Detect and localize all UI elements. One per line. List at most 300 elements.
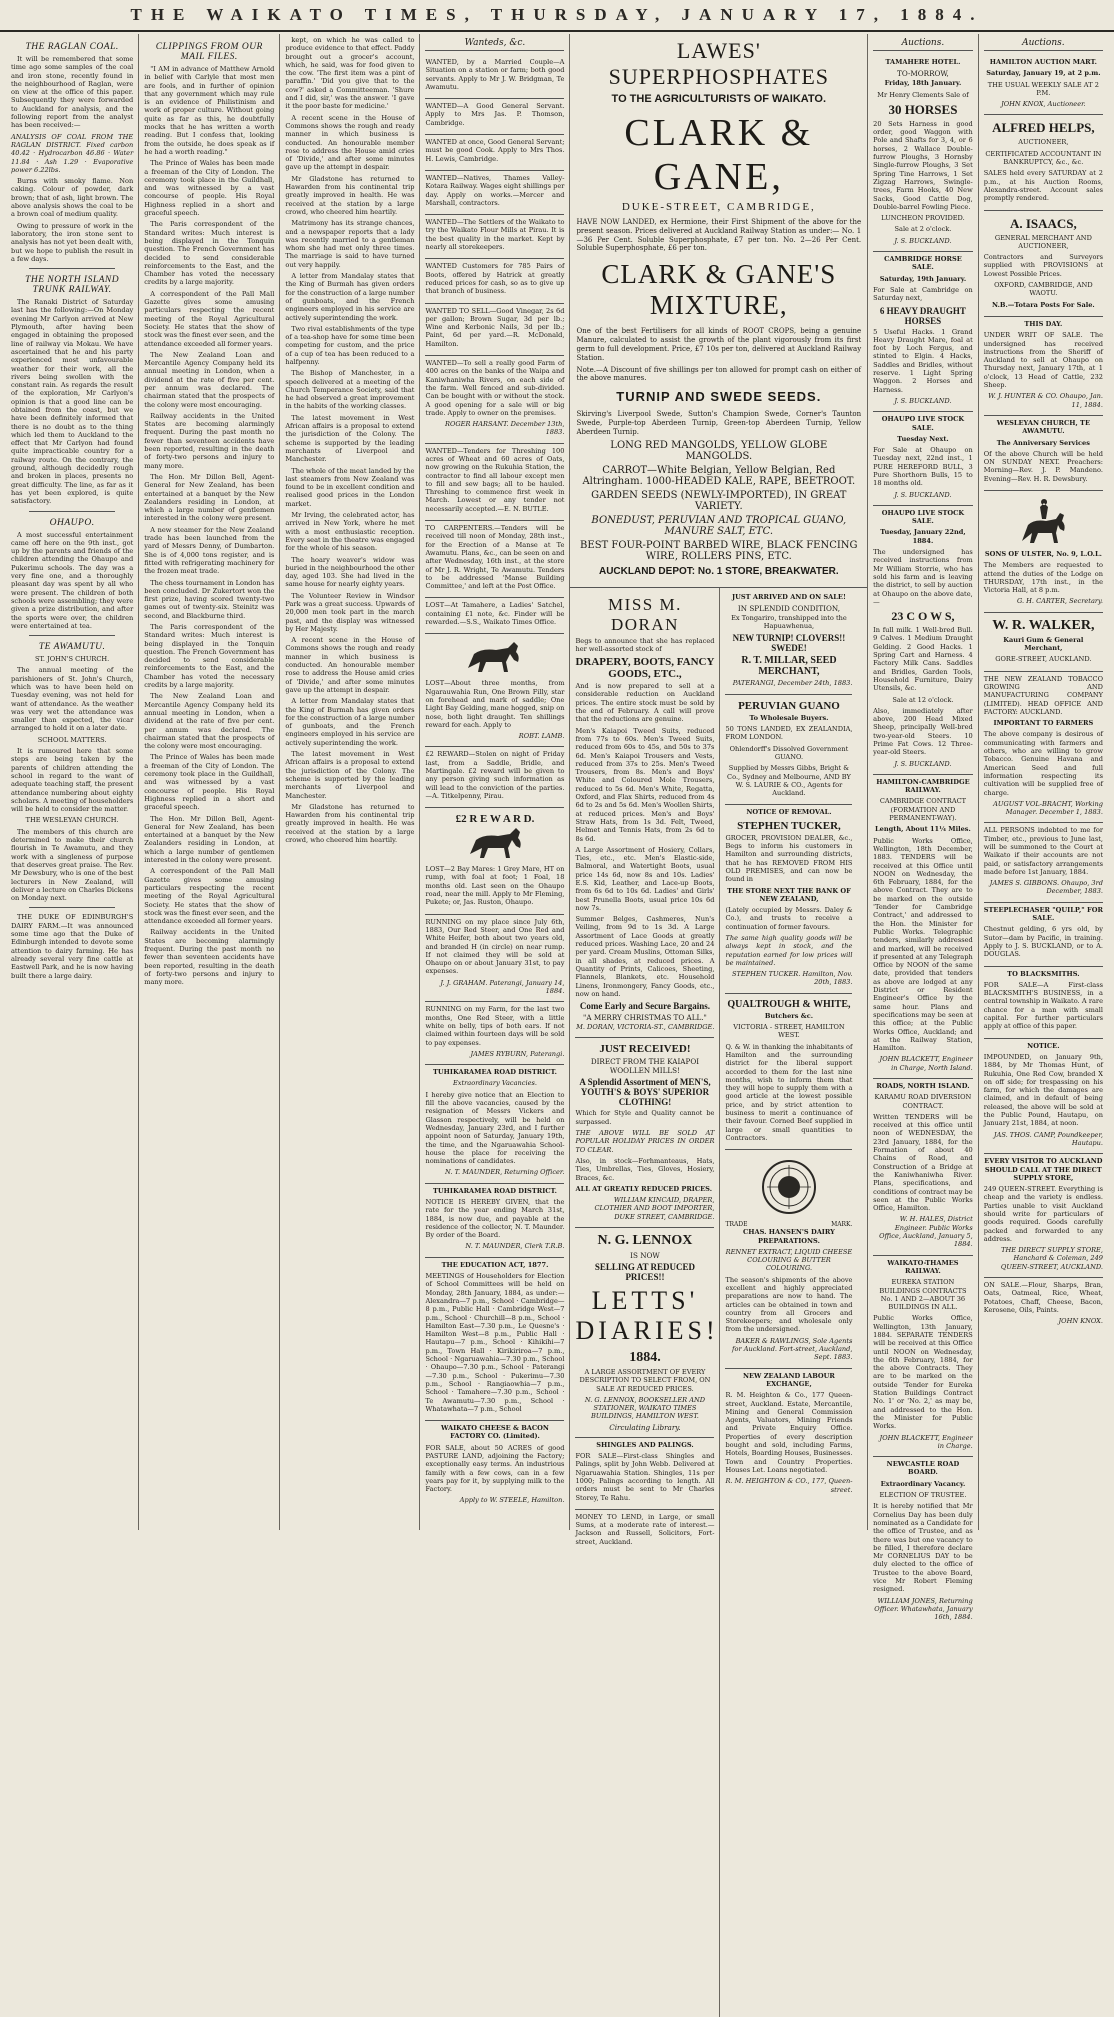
article-paragraph: A letter from Mandalay states that the King of Burmah has given orders for the construction of a large number of gunboats, and the French engineers employed in his service are actively superintending the work. bbox=[285, 697, 415, 747]
ad-text: And is now prepared to sell at a considerable reduction on Auckland prices. The entire stock must be sold by the end of February. A call will prove that the reductions are genuine. bbox=[575, 682, 715, 724]
labour-exchange-ad bbox=[725, 1369, 852, 1500]
article-paragraph: A correspondent of the Pall Mall Gazette gives some amusing particulars respecting the recent meeting of the Royal Agricultural Society. He states that the show of stock was the finest ever seen, and the attendance exceeded all former years. bbox=[144, 289, 275, 348]
divider bbox=[29, 511, 115, 512]
superphosphates-banner-ad bbox=[570, 34, 867, 588]
ad-text: FOR SALE—A First-class BLACKSMITH'S BUSINESS, in a central township in Waikato. A rare chance for a man with small capital. For further particulars apply at office of this paper. bbox=[983, 980, 1103, 1031]
qualtrough-butchers-ad bbox=[725, 994, 852, 1150]
banner-address: DUKE-STREET, CAMBRIDGE, bbox=[621, 201, 816, 213]
ad-text: SALES held every SATURDAY at 2 p.m., at his Auction Rooms, Alexandra-street. Account sales promptly rendered. bbox=[983, 169, 1103, 203]
article-paragraph: The Paris correspondent of the Standard writes: Much interest is being displayed in the Tonquin question. The French Government has decided to send considerable reinforcements to the East, and the Chamber has voted the necessary credits by a large majority. bbox=[144, 623, 275, 690]
column-news-3 bbox=[280, 34, 420, 1530]
ad-text: A Large Assortment of Hosiery, Collars, Ties, etc., etc. Men's Elastic-side, Balmoral, and Watertight Boots, usual price 14s 6d, now 8s and 10s. Ladies' E.S. Kid, Leather, and Lace-up Boots, from 6s 6d to 10s 6d. Ladies' and Girls' best Prunella Boots, usual price 10s 6d now 7s. bbox=[575, 845, 715, 912]
ad-text: FOR SALE, about 50 ACRES of good PASTURE LAND, adjoining the Factory; exceptionally easy terms. An industrious family with a few cows, can in a few years pay for it, by supplying milk to the Factory. bbox=[425, 1443, 565, 1494]
ad-text: WANTED—Natives, Thames Valley-Kotara Railway. Wages eight shillings per day. Apply on works.—Mercer and Marshall, contractors. bbox=[425, 173, 565, 207]
column-notices-left bbox=[570, 588, 720, 2017]
banner-firm-name: CLARK & GANE, bbox=[624, 112, 814, 198]
lodge-notice bbox=[984, 491, 1103, 613]
ad-text: A LARGE ASSORTMENT OF EVERY DESCRIPTION TO SELECT FROM, ON SALE AT REDUCED PRICES. bbox=[579, 1368, 711, 1393]
ad-line: TO-MORROW, bbox=[897, 69, 949, 79]
article-paragraph: The latest movement in West African affairs is a proposal to extend the jurisdiction of the Colony. The scheme is supported by the leading merchants of Liverpool and Manchester. bbox=[285, 413, 415, 464]
ad-text: Written TENDERS will be received at this office until noon of WEDNESDAY, the 23rd January, 1884, for the Formation of about 40 Chains of Road, and Construction of a Bridge at the Kaniwhaniwha River. Plans, specifications, and conditions of contract may be seen at the Public Works Office, Hamilton. bbox=[873, 1112, 973, 1213]
ad-heading: SONS OF ULSTER, No. 9, L.O.L. bbox=[984, 549, 1102, 558]
ad-heading: ROADS, NORTH ISLAND. bbox=[876, 1081, 970, 1090]
ad-text: WANTED—Tenders for Threshing 100 acres of Wheat and 60 acres of Oats, now growing on the Rukuhia Station, the contractor to find all labour except men to fill and sew bags; all to be hauled. Threshing to commence first week in March. Lowest or any tender not necessarily accepted.—E. N. BUTLE. bbox=[425, 446, 565, 513]
article-paragraph: A recent scene in the House of Commons shows the rough and ready manner in which business is conducted. An honourable member rose to address the House amid cries of 'Divide,' and after some minutes gave up the attempt in despair. bbox=[285, 636, 415, 694]
article-paragraph: The Hon. Mr Dillon Bell, Agent-General for New Zealand, has been entertained at a banquet by the New Zealanders residing in London, at which a large number of gentlemen interested in the colony were present. bbox=[144, 472, 275, 523]
ad-subheading: Extraordinary Vacancy. bbox=[880, 1479, 966, 1488]
article-subhead: THE WESLEYAN CHURCH. bbox=[25, 816, 119, 825]
classified-ad bbox=[425, 171, 564, 215]
ad-heading: STEEPLECHASER "QUILP," FOR SALE. bbox=[983, 905, 1103, 923]
classified-ad bbox=[425, 99, 564, 135]
divider bbox=[29, 268, 115, 269]
ad-subheading: KARAMU ROAD DIVERSION CONTRACT. bbox=[874, 1093, 972, 1110]
ad-subheading: GENERAL MERCHANT AND AUCTIONEER, bbox=[994, 233, 1092, 250]
article-paragraph: A most successful entertainment came off here on the 9th inst., got up by the parents and friends of the children attending the Ohaupo and Pukerimu schools. The day was a very fine one, and a thoroughly pleasant day was spent by all who were present. The children of both schools were assembling; they were given a prize distribution, and after the sports were over, the children were entertained at tea. bbox=[11, 530, 134, 630]
article-paragraph: A recent scene in the House of Commons shows the rough and ready manner in which business is conducted. An honourable member rose to address the House amid cries of 'Divide,' and after some minutes gave up the attempt in despair. bbox=[285, 113, 415, 172]
ad-heading: NOTICE. bbox=[1027, 1041, 1060, 1050]
ad-text: Of the above Church will be held ON SUNDAY NEXT. Preachers: Morning—Rev. J. P. Mandeno. Evening—Rev. H. R. Dewsbury. bbox=[983, 449, 1103, 483]
ad-heading: DRAPERY, BOOTS, FANCY GOODS, ETC., bbox=[575, 656, 715, 681]
ad-text: Chestnut gelding, 6 yrs old, by Sutor—dam by Pacific, in training. Apply to J. S. BUCKLAND, or to A. DOUGLAS. bbox=[983, 925, 1103, 959]
ad-signature: JOHN KNOX. bbox=[1058, 1317, 1103, 1326]
ad-signature: BAKER & RAWLINGS, Sole Agents for Auckland. Fort-street, Auckland, Sept. 1883. bbox=[732, 1336, 853, 1362]
ad-text: WANTED—A Good General Servant. Apply to Mrs Jas. P. Thomson, Cambridge. bbox=[425, 102, 565, 127]
banner-subtitle: TO THE AGRICULTURISTS OF WAIKATO. bbox=[611, 93, 827, 105]
ad-subheading: EUREKA STATION BUILDINGS CONTRACTS No. 1 AND 2—ABOUT 36 BUILDINGS IN ALL. bbox=[879, 1278, 967, 1312]
ad-text: The season's shipments of the above excellent and highly appreciated preparations are now to hand. The articles can be obtained in town and country from all Grocers and Storekeepers; and wholesale only from the undersigned. bbox=[725, 1275, 853, 1334]
trade-mark-emblem-icon bbox=[725, 1159, 852, 1215]
ad-heading: TO BLACKSMITHS. bbox=[1007, 969, 1080, 978]
ad-text: Begs to announce that she has replaced her well-assorted stock of bbox=[575, 636, 715, 653]
classified-ad bbox=[425, 135, 564, 171]
church-notice bbox=[984, 416, 1103, 491]
ad-signature: PATERANGI, December 24th, 1883. bbox=[732, 679, 853, 688]
article-paragraph: Mr Gladstone has returned to Hawarden from his continental trip greatly improved in health. He was received at the station by a large crowd, who cheered him heartily. bbox=[285, 174, 415, 216]
ad-text: GORE-STREET, AUCKLAND. bbox=[995, 655, 1092, 664]
ad-signature: J. S. BUCKLAND. bbox=[894, 490, 952, 499]
ad-subheading: Friday, 18th January. bbox=[884, 79, 962, 88]
auction-ad bbox=[873, 55, 973, 252]
divider bbox=[29, 907, 115, 908]
ad-text: Supplied by Messrs Gibbs, Bright & Co., Sydney and Melbourne, AND BY W. S. LAURIE & CO., Agents for Auckland. bbox=[727, 764, 851, 798]
classified-ad bbox=[425, 259, 564, 303]
classified-ad bbox=[425, 55, 564, 99]
ad-signature: STEPHEN TUCKER. Hamilton, Nov. 20th, 1883. bbox=[731, 970, 853, 987]
ad-signature: W. J. HUNTER & CO. Ohaupo, Jan. 11, 1884. bbox=[988, 392, 1103, 409]
auction-ad bbox=[873, 252, 973, 412]
article-paragraph: The Ranaki District of Saturday last has the following:—On Monday evening Mr Carlyon arrived at New Plymouth, after having been engaged in obtaining the proposed line of railway via Mokau. We have ascertained that he and his party experienced most unfavourable weather for their work, all the rivers being swollen with the constant rain. As regards the result of the exploration, Mr Carlyon's opinion is that a good line can be obtained from the coast, but we have been definitely informed that there is no doubt as to the thing which led them to Auckland to the effect that Mr Carlyon had found quite impracticable country for a railway route. On the contrary, the ground, although decidedly rough and broken in places, presents no great difficulty. The line, as far as it has yet been explored, is quite satisfactory. bbox=[11, 298, 134, 506]
classified-ad bbox=[425, 521, 564, 598]
ad-text: WANTED TO SELL—Good Vinegar, 2s 6d per gallon; Brown Sugar, 3d per lb.; Wine and Kerbonic Nails, 3d per lb.; Paint, 6d per yard.—R. McDonald, Hamilton. bbox=[425, 306, 565, 348]
ad-signature: JAMES S. GIBBONS. Ohaupo, 3rd December, 1883. bbox=[989, 879, 1103, 896]
column-auctions-2 bbox=[979, 34, 1108, 1530]
supply-store-ad bbox=[984, 1154, 1103, 1278]
ad-heading: WAIKATO-THAMES RAILWAY. bbox=[887, 1258, 959, 1275]
horse-sale-ad bbox=[984, 903, 1103, 967]
article-paragraph: The New Zealand Loan and Mercantile Agency Company held its annual meeting in London, when a dividend at the rate of five per cent. per annum was declared. The chairman stated that the prospects of the colony were most encouraging. bbox=[144, 350, 275, 409]
ad-signature: J. S. BUCKLAND. bbox=[894, 759, 952, 768]
ad-heading: NOTICE OF REMOVAL. bbox=[746, 808, 832, 817]
ad-signature: N. T. MAUNDER, Clerk T.R.B. bbox=[465, 1242, 565, 1251]
ad-signature: ROBT. LAMB. bbox=[518, 732, 565, 741]
notice-ad bbox=[425, 1421, 564, 1511]
column-auctions-1 bbox=[868, 34, 979, 1622]
guano-ad bbox=[725, 695, 852, 806]
reward-heading: £2 R E W A R D. bbox=[455, 813, 535, 826]
ad-text: FOR SALE—First-class Shingles and Palings, split by John Webb. Delivered at Ngaruawahia Station. Shingles, 11s per 1000; Palings according to length. All orders must be sent to Mr Charles Storey, Te Rahu. bbox=[575, 1452, 715, 1502]
ad-signature: M. DORAN, VICTORIA-ST., CAMBRIDGE. bbox=[576, 1023, 715, 1032]
lennox-diaries-ad bbox=[575, 1228, 719, 1438]
article-paragraph: kept, on which he was called to produce evidence to that effect. Paddy brought out a grocer's account, which, he said, was for food given to the cow. 'The first item was a pint of paraffin.' 'Did you give that to the cow?' asked a Committeeman. 'Shure and I did, sir,' was the answer. 'I gave it the poor baste for medicine.' bbox=[285, 36, 415, 111]
article-paragraph: Two rival establishments of the type of a tea-shop have for some time been competing for custom, and the price of a cup of tea has been reduced to a halfpenny. bbox=[285, 324, 415, 366]
ad-big-text: LETTS' DIARIES! bbox=[575, 1286, 719, 1345]
ad-signature: JOHN BLACKETT, Engineer in Charge. bbox=[879, 1433, 973, 1450]
notice-ad bbox=[425, 1258, 564, 1421]
masthead bbox=[0, 0, 1114, 32]
ad-text: ALL PERSONS indebted to me for Timber, etc., previous to June last, will be summoned to the Court at Waikato if their accounts are not paid, or satisfactory arrangements made before 1st January, 1884. bbox=[983, 826, 1103, 876]
ad-text: 249 QUEEN-STREET. Everything is cheap and the variety is endless. Parties unable to visit Auckland should write for particulars of goods required. Goods carefully packed and forwarded to any address. bbox=[983, 1185, 1103, 1243]
ad-text: For Sale at Ohaupo on Tuesday next, 22nd inst., 1 PURE HEREFORD BULL, 3 Pure Shorthorn Bulls, 15 to 18 months old. bbox=[873, 446, 973, 488]
banner-line: BEST FOUR-POINT BARBED WIRE, BLACK FENCING WIRE, ROLLERS PINS, ETC. bbox=[580, 539, 858, 562]
banner-line: CARROT—White Belgian, Yellow Belgian, Red Altringham. 1000-HEADED KALE, RAPE, BEETROOT. bbox=[582, 464, 856, 487]
ad-text: Mr Henry Clements Sale of bbox=[877, 90, 969, 99]
ad-text: The Members are requested to attend the duties of the Lodge on THURSDAY, 17th inst., in the Victoria Hall, at 8 p.m. bbox=[983, 561, 1103, 595]
ad-subheading: AUCTIONEER, bbox=[1018, 138, 1069, 147]
ad-subheading: Saturday, January 19, at 2 p.m. bbox=[986, 69, 1101, 78]
divider bbox=[29, 635, 115, 636]
ad-heading: NEW TURNIP! CLOVERS!! SWEDE! bbox=[732, 633, 846, 654]
ad-subheading: VICTORIA - STREET, HAMILTON WEST. bbox=[733, 1023, 845, 1040]
masthead-title: THE WAIKATO TIMES, THURSDAY, JANUARY 17, 1884. bbox=[130, 5, 984, 24]
tobacco-company-ad bbox=[984, 672, 1103, 824]
ad-text: £2 REWARD—Stolen on night of Friday last, from a Saddle, Bridle, and Martingale. £2 reward will be given to any person giving such information as will lead to the conviction of the parties.—A. Titkelpenny, Pirau. bbox=[425, 750, 565, 800]
article-paragraph: The Paris correspondent of the Standard writes: Much interest is being displayed in the Tonquin question. The French Government has decided to send considerable reinforcements to the East, and the Chamber has voted the necessary credits by a large majority. bbox=[144, 220, 275, 287]
article-paragraph: The chess tournament in London has been concluded. Dr Zukertort won the first prize, having scored twenty-two games out of twenty-six. Steinitz was second, and Blackburne third. bbox=[144, 578, 275, 620]
ad-subheading: CAMBRIDGE CONTRACT (FORMATION AND PERMANENT-WAY). bbox=[879, 797, 967, 823]
ad-subheading: Length, About 11¼ Miles. bbox=[875, 825, 971, 834]
article-paragraph: The hoary weaver's widow was buried in the neighbourhood the other day, aged 103. She had lived in the same house for nearly eighty years. bbox=[285, 555, 415, 589]
ad-text: Men's Kaiapoi Tweed Suits, reduced from 77s to 60s. Men's Tweed Suits, reduced from 60s to 45s, and 50s to 37s 6d. Men's Kaiapoi Trousers and Vests, reduced from 37s to 25s. Men's Tweed Trousers, from 8s. Men's and Boys' White and Coloured Mole Trousers, reduced to 5s 6d. Men's White, Regatta, Oxford, and Flax Shirts, reduced from 4s 6d to 2s and 5s 6d. Men's Woollen Shirts, at reduced prices. Men's and Boys' Straw Hats, from 1s 3d. Felt, Tweed, Helmet and Tennis Hats, from 2s 6d to 8s 6d. bbox=[575, 726, 715, 843]
ad-heading: EVERY VISITOR TO AUCKLAND SHOULD CALL AT THE DIRECT SUPPLY STORE, bbox=[984, 1157, 1103, 1182]
ad-text: Ohlendorff's Dissolved Government GUANO. bbox=[729, 744, 849, 761]
auction-ad bbox=[984, 317, 1103, 416]
classified-ad bbox=[425, 215, 564, 259]
trade-mark-word: TRADE bbox=[725, 1221, 748, 1229]
notice-heading: TUHIKARAMEA ROAD DISTRICT. bbox=[433, 1186, 557, 1195]
article-paragraph: A correspondent of the Pall Mall Gazette gives some amusing particulars respecting the recent meeting of the Royal Agricultural Society. He states that the show of stock was the finest ever seen, and the attendance exceeded all former years. bbox=[144, 867, 275, 926]
classified-ad bbox=[425, 444, 564, 521]
ad-text: LOST—2 Bay Mares: 1 Grey Mare, HT on rump, with foal at foot; 1 Foal, 18 months old. Last seen on the Ohaupo road, near the mill. Apply to Mr Fleming, Pukete; or, Jas. Ruston, Ohaupo. bbox=[425, 865, 565, 907]
ad-text: THE STORE NEXT THE BANK OF NEW ZEALAND, bbox=[727, 886, 851, 903]
rider-on-horse-engraving-icon bbox=[984, 497, 1103, 547]
article-paragraph: Mr Gladstone has returned to Hawarden from his continental trip greatly improved in health. He was received at the station by a large crowd, who cheered him heartily. bbox=[285, 802, 415, 845]
analysis-table: ANALYSIS OF COAL FROM THE RAGLAN DISTRICT. Fixed carbon 40.42 · Hydrocarbon 46.86 · Water 11.84 · Ash 1.29 · Evaporative power 6.22lbs. bbox=[11, 132, 134, 174]
ad-subheading: IMPORTANT TO FARMERS bbox=[993, 719, 1094, 728]
debt-notice bbox=[984, 823, 1103, 902]
ad-subheading: Tuesday, January 22nd, 1884. bbox=[880, 528, 966, 545]
ad-text: LOST—At Tamahere, a Ladies' Satchel, containing £1 note, &c. Finder will be rewarded.—S.S., Waikato Times Office. bbox=[425, 601, 565, 627]
classified-ad bbox=[425, 1002, 564, 1065]
classified-ad bbox=[425, 634, 564, 747]
article-title: CLIPPINGS FROM OUR MAIL FILES. bbox=[155, 42, 263, 62]
notice-heading: WAIKATO CHEESE & BACON FACTORY CO. (Limited). bbox=[441, 1424, 549, 1441]
ad-text: N.B.—Totara Posts For Sale. bbox=[991, 300, 1095, 309]
ad-text: CERTIFICATED ACCOUNTANT IN BANKRUPTCY, &c., &c. bbox=[985, 149, 1102, 167]
ad-name: MISS M. DORAN bbox=[608, 594, 682, 634]
ad-text: WANTED at once, Good General Servant; must be good Cook. Apply to Mrs Thos. H. Lewis, Cambridge. bbox=[425, 138, 565, 163]
column-news-1 bbox=[6, 34, 139, 1530]
ad-heading: TAMAHERE HOTEL. bbox=[885, 58, 961, 66]
article-paragraph: Mr Irving, the celebrated actor, has arrived in New York, where he met with a most enthusiastic reception. Every seat in the theatre was engaged for the whole of his season. bbox=[285, 511, 415, 553]
article-paragraph: Railway accidents in the United States are becoming alarmingly frequent. During the past month no fewer than seventeen accidents have been reported, resulting in the death of forty-two persons and injury to many more. bbox=[144, 928, 275, 987]
article-paragraph: The New Zealand Loan and Mercantile Agency Company held its annual meeting in London, when a dividend at the rate of five per cent. per annum was declared. The chairman stated that the prospects of the colony were most encouraging. bbox=[144, 692, 275, 751]
article-title: OHAUPO. bbox=[49, 517, 95, 528]
article-paragraph: The Prince of Wales has been made a freeman of the City of London. The ceremony took place in the Guildhall, and was witnessed by a vast concourse of people. His Royal Highness replied in a short and graceful speech. bbox=[144, 753, 275, 812]
ad-subheading: Tuesday Next. bbox=[897, 434, 949, 443]
classified-ad bbox=[425, 747, 564, 808]
ad-text: RUNNING on my Farm, for the last two months, One Red Steer, with a little white on belly, tips of both ears. If not claimed within fourteen days will be sold to pay expenses. bbox=[425, 1005, 565, 1047]
ad-name: W. R. WALKER, bbox=[992, 617, 1095, 633]
article-subhead: ST. JOHN'S CHURCH. bbox=[34, 655, 110, 664]
merchant-ad bbox=[984, 211, 1103, 317]
ad-big-text: 6 HEAVY DRAUGHT HORSES bbox=[879, 305, 966, 326]
ad-signature: N. G. LENNOX, BOOKSELLER AND STATIONER, WAIKATO TIMES BUILDINGS, HAMILTON WEST. bbox=[584, 1395, 706, 1421]
banner-line: LONG RED MANGOLDS, YELLOW GLOBE MANGOLDS. bbox=[610, 439, 828, 462]
ad-heading: NEW ZEALAND LABOUR EXCHANGE, bbox=[742, 1371, 835, 1388]
article-paragraph: A new steamer for the New Zealand trade has been launched from the yard of Messrs Denny, of Dumbarton. She is of 4,000 tons register, and is fitted with refrigerating machinery for the frozen meat trade. bbox=[144, 525, 275, 576]
ad-text: GROCER, PROVISION DEALER, &c., Begs to inform his customers in Hamilton and surrounding districts, that he has REMOVED FROM HIS OLD PREMISES, and can now be found in bbox=[725, 833, 853, 884]
election-ad bbox=[873, 1457, 973, 1627]
ad-signature: J. S. BUCKLAND. bbox=[894, 396, 952, 405]
article-paragraph: Railway accidents in the United States are becoming alarmingly frequent. During the past month no fewer than seventeen accidents have been reported, resulting in the death of forty-two persons and injury to many more. bbox=[144, 411, 275, 470]
ad-line: DIRECT FROM THE KAIAPOI WOOLLEN MILLS! bbox=[590, 1057, 700, 1076]
ad-heading: WESLEYAN CHURCH, TE AWAMUTU. bbox=[996, 418, 1090, 436]
article-paragraph: Owing to pressure of work in the laboratory, the iron stone sent to analysis has not yet been dealt with, but we hope to publish the result in a few days. bbox=[11, 221, 134, 263]
ad-text: WANTED—The Settlers of the Waikato to try the Waikato Flour Mills at Pirau. It is the best quality in the market. Kept by nearly all storekeepers. bbox=[425, 218, 565, 252]
ad-heading: Come Early and Secure Bargains. bbox=[579, 1001, 710, 1012]
ad-text: ALL AT GREATLY REDUCED PRICES. bbox=[575, 1184, 712, 1193]
article-subhead: SCHOOL MATTERS. bbox=[37, 735, 107, 744]
ad-heading: SELLING AT REDUCED PRICES!! bbox=[594, 1262, 696, 1282]
tender-ad bbox=[873, 775, 973, 1079]
ad-subheading: Butchers &c. bbox=[764, 1011, 814, 1020]
ad-text: (Lately occupied by Messrs. Daley & Co.), and trusts to receive a continuation of former favours. bbox=[725, 906, 853, 931]
ad-text: Sale at 12 o'clock. bbox=[892, 695, 954, 704]
notice-heading: THE EDUCATION ACT, 1877. bbox=[441, 1260, 549, 1269]
ad-signature: JAS. THOS. CAMP, Poundkeeper, Hautapu. bbox=[993, 1130, 1103, 1147]
ad-signature: JAMES RYBURN, Paterangi. bbox=[470, 1049, 565, 1058]
notice-subheading: Extraordinary Vacancies. bbox=[452, 1079, 537, 1088]
notices-subcolumns bbox=[570, 588, 867, 2017]
section-header: Auctions. bbox=[873, 38, 973, 51]
auction-ad bbox=[873, 506, 973, 775]
article-paragraph: A letter from Mandalay states that the King of Burmah has given orders for the construction of a large number of gunboats, and the French engineers employed in his service are actively superintending the work. bbox=[285, 272, 415, 322]
merchant-ad bbox=[984, 613, 1103, 672]
ad-signature: G. H. CARTER, Secretary. bbox=[1016, 597, 1103, 606]
ad-text: For Sale at Cambridge on Saturday next, bbox=[873, 285, 973, 303]
ad-signature: ROGER HARSANT. December 13th, 1883. bbox=[445, 420, 565, 437]
ad-signature: J. J. GRAHAM. Paterangi, January 14, 1884. bbox=[440, 978, 565, 996]
ad-text: Public Works Office, Wellington, 13th January, 1884. SEPARATE TENDERS will be received at this Office until NOON on Wednesday, the 6th February, 1884, for the above Contracts. They are to be marked on the outside 'Tender for Eureka Station Buildings Contract No. 1' or 'No. 2,' as may be, and addressed to the Hon. the Minister for Public Works. bbox=[873, 1314, 973, 1431]
ad-signature: J. S. BUCKLAND. bbox=[894, 236, 952, 245]
notice-ad bbox=[425, 1065, 564, 1184]
notices-column-group bbox=[570, 34, 868, 1546]
tender-ad bbox=[873, 1079, 973, 1256]
article-paragraph: The annual meeting of the parishioners of St. John's Church, which was to have been held on Tuesday evening, was not held for want of attendance. As the weather was very wet the attendance was smaller than expected, the vicar arranged to hold it on a later date. bbox=[11, 666, 134, 733]
ad-signature: R. M. HEIGHTON & CO., 177, Queen-street. bbox=[725, 1477, 853, 1494]
ad-signature: WILLIAM JONES, Returning Officer. Whatawhata, January 16th, 1884. bbox=[874, 1596, 973, 1622]
ad-text: IMPOUNDED, on January 9th, 1884, by Mr Thomas Hunt, of Rukuhia, One Red Cow, branded X on off side; for trespassing on his farm, for which the damages are claimed, and in default of being released, the above will be sold at the Public Pound, Hautapu, on January 21st, 1884, at noon. bbox=[983, 1052, 1103, 1128]
ad-subheading: Kauri Gum & General Merchant, bbox=[1003, 635, 1084, 653]
ad-text: LOST—About three months, from Ngarauwahia Run, One Brown Filly, star on forehead and mark of saddle; One Light Bay Gelding, mane hogged, snip on nose, both light draught. Ten shillings reward for each. Apply to bbox=[425, 679, 565, 729]
ad-line: IN SPLENDID CONDITION, bbox=[737, 603, 840, 613]
ad-text: Sale at 2 o'clock. bbox=[894, 225, 952, 234]
pound-notice bbox=[984, 1039, 1103, 1155]
notice-ad bbox=[425, 1184, 564, 1258]
ad-text: It is hereby notified that Mr Cornelius Day has been duly nominated as a Candidate for the office of Trustee, and as there was but one vacancy to be filled, I therefore declare Mr CORNELIUS DAY to be duly elected to the office of Trustee to the above Board, vice Mr Robert Fleming resigned. bbox=[873, 1502, 973, 1594]
article-paragraph: Matrimony has its strange chances, and a newspaper reports that a lady was recently married to a gentleman whom she had met only three times. The marriage is said to have turned out very happily. bbox=[285, 219, 415, 269]
auction-ad bbox=[873, 412, 973, 506]
ad-signature: JOHN KNOX, Auctioneer. bbox=[1001, 100, 1086, 109]
ad-text: RUNNING on my place since July 6th, 1883, Our Red Steer, and One Red and White Heifer, both about two years old, and branded H (in circle) on near rump. If not claimed they will be sold at Ohaupo on or about January 31st, to pay expenses. bbox=[425, 917, 565, 976]
ad-text: The same high quality goods will be always kept in stock, and the reputation earned for low prices will be maintained. bbox=[725, 933, 853, 967]
ad-name: STEPHEN TUCKER, bbox=[737, 819, 841, 832]
ad-text: NOTICE IS HEREBY GIVEN, that the rate for the year ending March 31st, 1884, is now due, and payable at the residence of the collector, N. T. Maunder. By order of the Board. bbox=[425, 1197, 565, 1240]
produce-sale-ad bbox=[984, 1278, 1103, 1331]
ad-text: Which for Style and Quality cannot be surpassed. bbox=[575, 1109, 715, 1126]
tender-ad bbox=[873, 1256, 973, 1458]
ad-heading: OHAUPO LIVE STOCK SALE. bbox=[881, 508, 965, 526]
ad-text: THE NEW ZEALAND TOBACCO GROWING AND MANUFACTURING COMPANY (LIMITED). HEAD OFFICE AND FACTORY: AUCKLAND. bbox=[983, 674, 1103, 716]
horse-engraving-icon bbox=[425, 640, 564, 676]
article-paragraph: The Hon. Mr Dillon Bell, Agent-General for New Zealand, has been entertained at a banquet by the New Zealanders residing in London, at which a large number of gentlemen interested in the colony were present. bbox=[144, 814, 275, 865]
ad-name: R. T. MILLAR, SEED MERCHANT, bbox=[741, 655, 837, 678]
ad-text: 5 Useful Hacks. 1 Grand Heavy Draught Mare, foal at foot by Loch Fergus, and stinted to Elgin. 4 Hacks, Saddles and Bridles, without reserve. 1 Light Spring Waggon. 2 Horses and Harness. bbox=[873, 327, 973, 394]
ad-text: Ex Tongariro, transhipped into the Hapuawhenua, bbox=[731, 613, 847, 631]
ad-line: Circulating Library. bbox=[609, 1422, 681, 1432]
banner-title: LAWES' SUPERPHOSPHATES bbox=[608, 38, 829, 89]
ad-heading: OHAUPO LIVE STOCK SALE. bbox=[881, 415, 965, 432]
notice-heading: TUHIKARAMEA ROAD DISTRICT. bbox=[433, 1068, 557, 1077]
banner-line: GARDEN SEEDS (NEWLY-IMPORTED), IN GREAT VARIETY. bbox=[591, 489, 847, 512]
section-header: Auctions. bbox=[984, 38, 1103, 51]
ad-text: I hereby give notice that an Election to fill the above vacancies, caused by the resignation of Messrs Vickers and Glasson respectively, will be held on Wednesday, January 23rd, and I further appoint noon of Saturday, January 19th, the time, and the Ngaruawahia School-house the place for receiving the nominations of candidates. bbox=[425, 1090, 565, 1166]
banner-text: Skirving's Liverpool Swede, Sutton's Champion Swede, Corner's Taunton Swede, Purple-top Aberdeen Turnip, Green-top Aberdeen Turnip, Yellow Aberdeen Turnip. bbox=[576, 410, 862, 436]
article-paragraph: The Bishop of Manchester, in a speech delivered at a meeting of the Church Temperance Society, said that he had observed a great improvement in the habits of the working classes. bbox=[285, 369, 415, 411]
kaiapoi-clothing-ad bbox=[575, 1038, 714, 1228]
ad-text: Q. & W. in thanking the inhabitants of Hamilton and the surrounding district for the liberal support accorded to them for the last nine months, wish to inform them that they will hope to supply them with a good article at the lowest possible price, and by strict attention to business to merit a continuance of their favour. Corned Beef supplied in large or small quantities to Contractors. bbox=[725, 1042, 853, 1142]
article-paragraph: The whole of the meat landed by the last steamers from New Zealand was found to be in excellent condition and realised good prices in the London market. bbox=[285, 466, 415, 508]
banner-depot: AUCKLAND DEPOT: No. 1 STORE, BREAKWATER. bbox=[598, 565, 839, 577]
ad-text: WANTED, by a Married Couple—A Situation on a station or farm; both good servants. Apply to Mr J. W. Bridgman, Te Awamutu. bbox=[425, 58, 565, 91]
tucker-removal-ad bbox=[725, 805, 852, 993]
ad-signature: AUGUST VOL-BRACHT, Working Manager. December 1, 1883. bbox=[993, 799, 1103, 817]
column-notices-right bbox=[720, 588, 857, 2017]
article-paragraph: "I AM in advance of Matthew Arnold in belief with Carlyle that most men are fools, and in further of opinion that any government which may rule is an evidence of Philistinism and work of proper culture. Without going quite as far as this, he doubtfully mocks that he has written a worth reading. But I confess that, looking from the outside, he does speak as if he had a worth reading." bbox=[144, 65, 275, 156]
ad-text: OXFORD, CAMBRIDGE, AND WAOTU. bbox=[994, 281, 1093, 298]
ad-line: IS NOW bbox=[630, 1251, 660, 1260]
section-header: Wanteds, &c. bbox=[425, 38, 564, 51]
column-grid bbox=[6, 34, 1108, 1622]
ad-text: The above company is desirous of communicating with farmers and others, who are willing to grow Tobacco. Genuine Havana and American Seed and full information respecting its cultivation will be supplied free of charge. bbox=[983, 730, 1103, 797]
ad-text: Also, immediately after above, 200 Head Mixed Sheep, principally Well-bred two-year-old Steers. 10 Prime Fat Cows. 12 Three-year-old Steers. bbox=[873, 706, 973, 757]
ad-text: 50 TONS LANDED, EX ZEALANDIA, FROM LONDON. bbox=[725, 725, 853, 742]
classified-ad bbox=[425, 598, 564, 634]
business-sale-ad bbox=[984, 967, 1103, 1039]
ad-heading: JUST RECEIVED! bbox=[599, 1043, 691, 1056]
ad-subheading: ELECTION OF TRUSTEE. bbox=[879, 1491, 967, 1500]
article-title: THE RAGLAN COAL. bbox=[25, 42, 119, 52]
classified-ad bbox=[425, 808, 564, 914]
ad-heading: PERUVIAN GUANO bbox=[738, 699, 840, 712]
ad-year: 1884. bbox=[629, 1350, 661, 1365]
classified-ad bbox=[425, 356, 564, 444]
hansen-dairy-ad bbox=[725, 1150, 852, 1368]
ad-big-text: 23 C O W S, bbox=[891, 609, 955, 624]
article-paragraph: The members of this church are determined to make their church flourish in Te Awamutu, and they work with a singleness of purpose that deserves great praise. The Rev. Mr Dewsbury, who is one of the best lecturers in New Zealand, will deliver a lecture on Charles Dickens on Monday next. bbox=[11, 827, 134, 903]
article-paragraph: THE DUKE OF EDINBURGH'S DAIRY FARM.—It was announced some time ago that the Duke of Edinburgh intended to devote some attention to dairy farming. He has already several very fine cattle at Eastwell Park, and he is now having built there a large dairy. bbox=[11, 913, 134, 980]
ad-signature: THE DIRECT SUPPLY STORE, Hanchard & Coleman, 249 QUEEN-STREET, AUCKLAND. bbox=[1000, 1246, 1103, 1271]
article-paragraph: It is rumoured here that some steps are being taken by the parents of children attending the school in regard to the want of adequate teaching staff, the present attendance numbering about eighty scholars. A meeting of householders will be held to consider the matter. bbox=[11, 747, 134, 814]
ad-signature: WILLIAM KINCAID, DRAPER, CLOTHIER AND BOOT IMPORTER, DUKE STREET, CAMBRIDGE. bbox=[594, 1196, 715, 1221]
ad-text: Public Works Office, Wellington, 18th December, 1883. TENDERS will be received at this Office until NOON on Wednesday, the 6th February, 1884, for the above Contract. They are to be marked on the outside 'Tender for Cambridge Contract,' and addressed to the Hon. the Minister for Public Works. Telegraphic tenders, similarly addressed and marked, will be received if presented at any Telegraph Office by NOON of the same date, provided that tenders as above are lodged at any District or Resident Engineer's Office by the same hour. Plans and specifications may be seen at this office; at the Public Works Office, Auckland; and at the Railway Station, Hamilton. bbox=[873, 836, 973, 1053]
ad-text: MEETINGS of Householders for Election of School Committees will be held on Monday, 28th January, 1884, as under:— Alexandra—7 p.m., School · Cambridge—8 p.m., Public Hall · Cambridge West—7 p.m., School · Churchill—8 p.m., School · Hamilton East—7.30 p.m., Le Quesne's · Hamilton West—8 p.m., Public Hall · Hautapu—7 p.m., School · Kihikihi—7 p.m., Town Hall · Kirikiriroa—7 p.m., School · Ngaruawahia—7.30 p.m., School · Ohaupo—7.30 p.m., School · Paterangi—7.30 p.m., School · Pukerimu—7.30 p.m., School · Rangiaowhia—7 p.m., School · Tamahere—7.30 p.m., School · Te Awamutu—7.30 p.m., School · Whatawhata—7 p.m., School bbox=[425, 1272, 565, 1413]
ad-heading: CHAS. HANSEN'S DAIRY PREPARATIONS. bbox=[743, 1228, 835, 1245]
article-paragraph: The Prince of Wales has been made a freeman of the City of London. The ceremony took place in the Guildhall, and was witnessed by a vast concourse of people. His Royal Highness replied in a short and graceful speech. bbox=[144, 159, 275, 218]
ad-text: Contractors and Surveyors supplied with PROVISIONS at Lowest Possible Prices. bbox=[983, 253, 1103, 278]
ad-text: TO CARPENTERS.—Tenders will be received till noon of Monday, 28th inst., for the Erection of a Manse at Te Awamutu. Plans, &c., can be seen on and after Wednesday, 16th inst., at the store of Mr J. R. Wright, Te Awamutu. Tenders to be addressed 'Manse Building Committee,' and left at the Post Office. bbox=[425, 524, 565, 591]
article-title: TE AWAMUTU. bbox=[38, 642, 106, 653]
column-clippings bbox=[139, 34, 280, 1530]
ad-subheading: RENNET EXTRACT, LIQUID CHEESE COLOURING & BUTTER COLOURING. bbox=[725, 1247, 853, 1273]
ad-heading: A Splendid Assortment of MEN'S, YOUTH'S & BOYS' SUPERIOR CLOTHING! bbox=[579, 1077, 711, 1108]
shingles-ad bbox=[575, 1438, 714, 1510]
ad-signature: N. T. MAUNDER, Returning Officer. bbox=[445, 1168, 565, 1177]
ad-name: ALFRED HELPS, bbox=[992, 120, 1095, 136]
ad-text: UNDER WRIT OF SALE. The undersigned has received instructions from the Sheriff of Auckland to sell at Ohaupo on Thursday next, January 17th, at 1 o'clock, 13 Head of Cattle, 232 Sheep. bbox=[983, 331, 1103, 390]
ad-text: R. M. Heighton & Co., 177 Queen-street, Auckland. Estate, Mercantile, Mining and General Commission Agents, Valuators, Mining Friends and Private Enquiry Office. Properties of every description bought and sold, including Farms, Hotels, Boarding Houses, Businesses. Town and Country Properties. Houses Let. Loans negotiated. bbox=[725, 1391, 853, 1474]
ad-text: LUNCHEON PROVIDED. bbox=[881, 214, 965, 223]
ad-heading: NEWCASTLE ROAD BOARD. bbox=[886, 1460, 960, 1477]
ad-signature: Apply to W. STEELE, Hamilton. bbox=[459, 1496, 565, 1505]
ad-text: Summer Belges, Cashmeres, Nun's Veiling, from 9d to 1s 3d. A Large Assortment of Lace Goods at greatly reduced prices. Washing Lace, 20 and 24 per yard. Cream Muslins, Ottoman Silks, in all shades, at reduced prices. A Quantity of Prints, Calicoes, Sheeting, Flannels, Blankets, etc. Household Linens, Ironmongery, Fancy Goods, etc., now on hand. bbox=[575, 915, 715, 998]
ad-signature: W. H. HALES, District Engineer. Public Works Office, Auckland, January 5, 1884. bbox=[879, 1215, 973, 1249]
ad-text: THE ABOVE WILL BE SOLD AT POPULAR HOLIDAY PRICES IN ORDER TO CLEAR. bbox=[575, 1129, 715, 1154]
article-paragraph: Burns with smoky flame. Non caking. Colour of powder, dark brown; that of ash, light brown. The above analysis shows the coal to be a brown coal of medium quality. bbox=[11, 177, 134, 219]
ad-subheading: The Anniversary Services bbox=[996, 438, 1090, 447]
ad-heading: JUST ARRIVED AND ON SALE! bbox=[732, 592, 846, 601]
ad-heading: HAMILTON AUCTION MART. bbox=[989, 58, 1097, 66]
ad-text: In full milk. 1 Well-bred Bull. 9 Calves. 1 Medium Draught Gelding. 2 Good Hacks. 1 Spring Cart and Harness. 4 Factory Milk Cans. Saddles and Bridles, Garden Tools, Household Furniture, Dairy Utensils, &c. bbox=[873, 626, 973, 693]
ad-text: MONEY TO LEND, in Large, or small Sums, at a moderate rate of interest.—Jackson and Russell, Solicitors, Fort-street, Auckland. bbox=[575, 1512, 715, 1546]
ad-signature: JOHN BLACKETT, Engineer in Charge, North Island. bbox=[879, 1055, 973, 1072]
column-wanteds bbox=[420, 34, 570, 1530]
auction-ad bbox=[984, 55, 1103, 115]
banner-text: HAVE NOW LANDED, ex Hermione, their First Shipment of the above for the present season. Prices delivered at Auckland Railway Station as under:— No. 1—36 Per Cent. Soluble Superphosphate, £7 per ton. No. 2—26 Per Cent. Soluble Superphosphate, £6 per ton. bbox=[576, 218, 862, 253]
horse-engraving-icon bbox=[425, 828, 564, 862]
banner-mixture-title: CLARK & GANE'S MIXTURE, bbox=[601, 259, 837, 321]
ad-heading: SHINGLES AND PALINGS. bbox=[596, 1440, 694, 1449]
trade-mark-label bbox=[725, 1221, 852, 1228]
ad-subheading: Saturday, 19th January. bbox=[879, 274, 967, 283]
ad-big-text: 30 HORSES bbox=[888, 101, 958, 117]
article-title: THE NORTH ISLAND TRUNK RAILWAY. bbox=[25, 275, 120, 296]
classified-ad bbox=[425, 304, 564, 356]
classified-ad bbox=[425, 915, 564, 1003]
ad-name: QUALTROUGH & WHITE, bbox=[727, 998, 851, 1010]
banner-line: BONEDUST, PERUVIAN AND TROPICAL GUANO, MANURE SALT, ETC. bbox=[591, 514, 847, 537]
